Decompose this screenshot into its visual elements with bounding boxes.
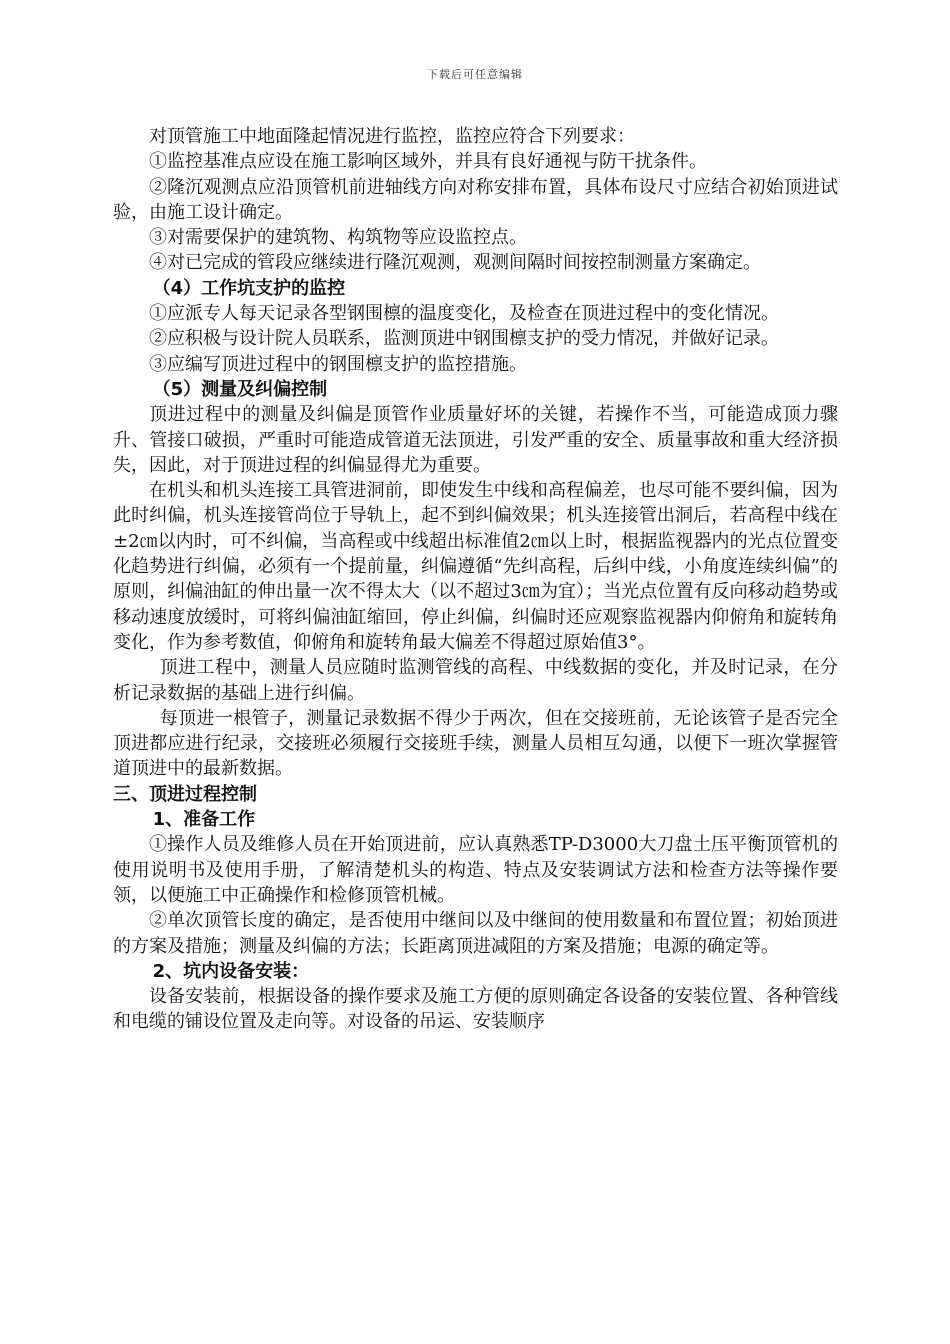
paragraph: ③应编写顶进过程中的钢围檩支护的监控措施。 bbox=[149, 353, 527, 375]
paragraph: ③对需要保护的建筑物、构筑物等应设监控点。 bbox=[149, 227, 527, 249]
paragraph: ②应积极与设计院人员联系，监测顶进中钢围檩支护的受力情况，并做好记录。 bbox=[149, 328, 779, 350]
paragraph: ④对已完成的管段应继续进行隆沉观测，观测间隔时间按控制测量方案确定。 bbox=[149, 252, 761, 274]
paragraph: 顶进工程中，测量人员应随时监测管线的高程、中线数据的变化，并及时记录，在分析记录数据的基础上进行纠偏。 bbox=[113, 657, 838, 704]
paragraph: 顶进过程中的测量及纠偏是顶管作业质量好坏的关键，若操作不当，可能造成顶力骤升、管接口破损，严重时可能造成管道无法顶进，引发严重的安全、质量事故和重大经济损失，因此，对于顶进过程的纠偏显得尤为重要。 bbox=[113, 404, 838, 476]
paragraph: ②单次顶管长度的确定，是否使用中继间以及中继间的使用数量和布置位置；初始顶进的方案及措施；测量及纠偏的方法；长距离顶进减阻的方案及措施；电源的确定等。 bbox=[113, 910, 838, 957]
paragraph: 在机头和机头连接工具管进洞前，即使发生中线和高程偏差，也尽可能不要纠偏，因为此时纠偏，机头连接管尚位于导轨上，起不到纠偏效果；机头连接管出洞后，若高程中线在±2㎝以内时，可不纠偏，当高程或中线超出标准值2㎝以上时，根据监视器内的光点位置变化趋势进行纠偏，必须有一个提前量，纠偏遵循“先纠高程，后纠中线，小角度连续纠偏”的原则，纠偏油缸的伸出量一次不得太大（以不超过3㎝为宜）；当光点位置有反向移动趋势或移动速度放缓时，可将纠偏油缸缩回，停止纠偏，纠偏时还应观察监视器内仰俯角和旋转角变化，作为参考数值，仰俯角和旋转角最大偏差不得超过原始值3°。 bbox=[113, 480, 838, 653]
page-header: 下载后可任意编辑 bbox=[427, 68, 523, 81]
section-heading: 三、顶进过程控制 bbox=[113, 783, 257, 805]
section-heading: 1、准备工作 bbox=[152, 809, 256, 831]
paragraph: ①操作人员及维修人员在开始顶进前，应认真熟悉TP-D3000大刀盘土压平衡顶管机的使用说明书及使用手册，了解清楚机头的构造、特点及安装调试方法和检查方法等操作要领，以便施工中正确操作和检修顶管机械。 bbox=[113, 834, 838, 906]
paragraph: 设备安装前，根据设备的操作要求及施工方便的原则确定各设备的安装位置、各种管线和电缆的铺设位置及走向等。对设备的吊运、安装顺序 bbox=[113, 986, 838, 1033]
section-heading: （5）测量及纠偏控制 bbox=[152, 378, 328, 400]
section-heading: 2、坑内设备安装： bbox=[152, 960, 310, 982]
document-body bbox=[113, 124, 838, 1035]
paragraph: 对顶管施工中地面隆起情况进行监控，监控应符合下列要求： bbox=[149, 126, 635, 147]
paragraph: ②隆沉观测点应沿顶管机前进轴线方向对称安排布置，具体布设尺寸应结合初始顶进试验，由施工设计确定。 bbox=[113, 176, 838, 223]
paragraph: ①应派专人每天记录各型钢围檩的温度变化，及检查在顶进过程中的变化情况。 bbox=[149, 303, 779, 325]
section-heading: （4）工作坑支护的监控 bbox=[152, 277, 346, 299]
paragraph: 每顶进一根管子，测量记录数据不得少于两次，但在交接班前，无论该管子是否完全顶进都应进行纪录，交接班必须履行交接班手续，测量人员相互勾通，以便下一班次掌握管道顶进中的最新数据。 bbox=[113, 707, 838, 780]
paragraph: ①监控基准点应设在施工影响区域外，并具有良好通视与防干扰条件。 bbox=[149, 151, 707, 173]
